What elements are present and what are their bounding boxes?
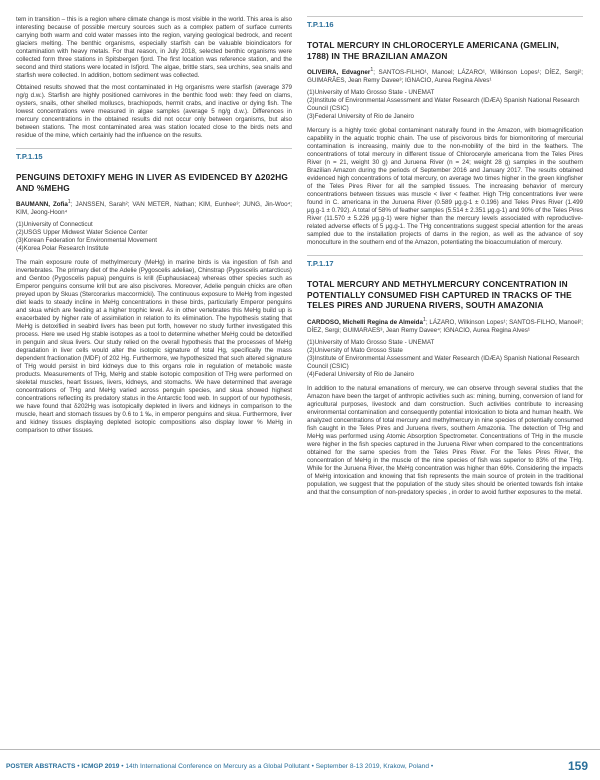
coauthors: ; SANTOS-FILHO¹, Manoel; LÁZARO¹, Wilkinson Lopes¹; DÍEZ, Sergi²; GUIMARÃES, Jean Remy Davee³; IGNACIO, Aurea Regina Alves¹ [307, 69, 583, 85]
page-footer [0, 749, 600, 780]
author-superscript: 1 [422, 316, 426, 323]
affiliations [307, 339, 583, 379]
abstract-body: The main exposure route of methylmercury (MeHg) in marine birds is via ingestion of fish and invertebrates. The primary diet of the Adelie (Pygoscelis adeliae), Chinstrap (Pygoscelis antarcticus) and Gentoo (Pygoscelis papua) penguins is krill (Euphausiacea) whereas other species such as Emperor penguins consume krill but are also piscivores. Moreover, Adelie penguin chicks are often preyed upon by Skuas (Stercorarius maccormicki). The continuous exposure to MeHg from ingested diet leads to steady incline in MeHg concentrations in these birds, particularly Emperor penguins and skua which are feeding at a higher trophic level. As in other vertebrates this MeHg build up is exacerbated by higher rate of assimilation in relation to its elimination. The hypothesis stating that MeHg is detoxified in seabird livers has been put forth, however no study further investigated this process. Here we used Hg stable isotopes as a tool to determine whether MeHg could be detoxified in penguin and skua livers. Our study relied on the overall hypothesis that the processes of MeHg degradation in liver cells would alter the isotopic signature of total Hg, specifically the mass dependent fractionation (MDF) of 202 Hg. Furthermore, we hypothesized that such altered signature of THg would persist in bird kidneys due to this organs role in regulation of metabolic waste products. Measurements of THg, MeHg and stable isotopic composition of THg were performed on skeletal muscles, heart tissues, livers, kidneys, and stomachs. We have determined that average concentrations of THg and MeHg varied across penguin species, and skua showed highest concentrations reflecting its predatory status in the Antarctic food web. In support of our hypothesis, we have found that δ202Hg was isotopically depleted in livers and kidneys in comparison to the muscle, heart and stomach tissues by 0.6 to 1 ‰, in emperor penguins and skua. Furthermore, liver and kidney tissues displaying depleted isotopic compositions also display lower % MeHg in comparison to other tissues. [16, 259, 292, 435]
affiliation: (1)University of Mato Grosso State - UNEMAT [307, 338, 435, 346]
abstract-code: T.P.1.17 [307, 255, 583, 271]
footer-separator: • [77, 763, 80, 770]
affiliation: (3)Institute of Environmental Assessment and Water Research (IDÆA) Spanish National Research Council (CSIC) [307, 354, 580, 370]
affiliations [307, 89, 583, 121]
abstract-title: TOTAL MERCURY IN CHLOROCERYLE AMERICANA (GMELIN, 1788) IN THE BRAZILIAN AMAZON [307, 40, 559, 61]
author-list [307, 66, 583, 85]
abstract-code: T.P.1.16 [307, 16, 583, 32]
affiliation: (4)Federal University of Rio de Janeiro [307, 370, 414, 378]
affiliation: (3)Federal University of Rio de Janeiro [307, 113, 414, 121]
footer-conference-long: 14th International Conference on Mercury as a Global Pollutant [125, 763, 310, 770]
affiliations [16, 221, 292, 253]
intro-paragraph: Obtained results showed that the most contaminated in Hg organisms were starfish (average 379 ng/g d.w.). Starfish are highly positioned carnivores in the benthic food web: they feed on clams, oysters, snails, other shelled molluscs, brachiopods, hermit crabs, and inactive or dying fish. The lowest concentrations were measured in algae samples (average 5 ng/g d.w.). Differences in mercury concentrations in the obtained results did not occur only between organisms, but also between stations. The most contaminated area was station located close to the birds nets and residue of the mine, which certainly had the influence on the results. [16, 84, 292, 139]
abstract-body: In addition to the natural emanations of mercury, we can observe through several studies that the Amazon have been the target of anthropic activities such as: mining, burning, conversion of land for agricultural purposes, livestock and dam construction. Such activities contribute to increasing environmental contamination and consequently potential intoxication to biota and human health. We analyzed concentrations of total mercury and methylmercury in nine species of potentially consumed fish caught in the Teles Pires and Juruena rivers, southern Amazonia. The detection of THg and MeHg was performed using Atomic Absorption Spectrometer. Concentrations of THg in the muscle were higher in the fish species captured in the Juruena River when compared to the concentrations obtained for the same species from the Teles Pires River. For the Teles Pires River, the concentration of MeHg in the muscle of the nine species of fish was superior to 83% of the THg. While for the Juruena River, the MeHg concentration was higher than 69%. Considering the impacts of MeHg intoxication and knowing that fish represents the main source of protein in the traditional population, we suggest that the population of the study sites should be oriented towards fish intake and that the consumption of non-predatory species , in order to avoid further exposures to the metal. [307, 384, 583, 496]
abstract-body: Mercury is a highly toxic global contaminant naturally found in the Amazon, with biomagnification capability in the aquatic trophic chain. The use of piscivorous birds for biomonitoring of mercurial contamination is increasing, mainly due to the non-mobility of the bird in the feathers. The concentrations of total mercury in different tissue of Chloroceryle americana from the Teles Pires River (n = 21, weight 30 g) and Juruena River (n = 24; weight 28 g) samples in the southern Brazilian Amazon during the periods of September 2016 and January 2017. The results obtained evidenced high concentrations of total mercury, on average two times higher in the green kingfisher of the Teles Pires River for all the sampled tissues. The increasing behavior of mercury concentrations between tissues was muscle < liver < feather. High THg concentrations liver were found in C. americana in the Juruena River (0.589 μg.g-1 ± 0.196) and Teles Pires River (1.499 μg.g-1 ± 0.792). A total of 58% of feather samples (5.514 ± 2.351 μg.g-1) and 90% of the Teles Pires River (11.570 ± 5.226 μg.g-1) were higher than the mercury levels associated with reproductive-related adverse effects of 5 μg.g-1. The THg concentrations suggest special attention for the areas sampled due to the installation projects of dams in the region, as well as the advance of soy monoculture in the southern end of the Amazon, potentiating the bioaccumulation of mercury. [307, 127, 583, 247]
footer-separator: • [430, 763, 434, 770]
first-author: CARDOSO, Michelli Regina de Almeida [307, 318, 423, 326]
affiliation: (3)Korean Federation for Environmental Movement [16, 237, 158, 245]
affiliation: (2)Institute of Environmental Assessment and Water Research (IDÆA) Spanish National Research Council (CSIC) [307, 97, 580, 113]
author-superscript: 1 [67, 199, 71, 205]
author-list [16, 198, 292, 217]
author-list [307, 316, 583, 335]
affiliation: (2)USGS Upper Midwest Water Science Center [16, 229, 148, 237]
intro-paragraph: tem in transition – this is a region where climate change is most visible in the world. This area is also interesting because of possible mercury sources such as a complex pattern of surface currents carrying both warm and cold water masses into the region, varying geological bedrock, and recent glaciers melting. The benthic organisms, especially starfish can be valuable bioindicators for contamination with heavy metals. For that reason, in July 2018, selected benthic organisms were collected form three stations in Spitsbergen fjord. The first location was reference station, and the second and third stations were located in Isfjord. The algae, brittle stars, sea urchins, sea snails and starfish were collected. In addition, bottom sediment was collected. [16, 16, 292, 79]
first-author: OLIVEIRA, Edvagner [307, 69, 371, 77]
author-superscript: 1 [370, 67, 374, 73]
footer-line [6, 763, 433, 770]
footer-label: POSTER ABSTRACTS [6, 763, 76, 770]
affiliation: (2)University of Mato Grosso State [307, 346, 403, 354]
coauthors: ; LÁZARO, Wilkinson Lopes¹; SANTOS-FILHO, Manoel²; DÍEZ, Sergi; GUIMARAES³, Jean Remy Davee⁴; IGNACIO, Aurea Regina Alves¹ [307, 318, 583, 334]
footer-dates: September 8-13 2019, Krakow, Poland [315, 763, 430, 770]
page-number: 159 [567, 759, 588, 773]
abstract-code: T.P.1.15 [16, 148, 292, 164]
abstract-title: PENGUINS DETOXIFY MEHG IN LIVER AS EVIDENCED BY Δ202HG AND %MEHG [16, 172, 288, 193]
abstract-title: TOTAL MERCURY AND METHYLMERCURY CONCENTRATION IN POTENTIALLY CONSUMED FISH CAPTURED IN TRACKS OF THE TELES PIRES AND JURUENA RIVERS, SOUTH AMAZONIA [307, 279, 572, 311]
footer-conference-short: ICMGP 2019 [81, 763, 120, 770]
left-column [16, 16, 292, 439]
coauthors: ; JANSSEN, Sarah²; VAN METER, Nathan; KIM, Eunhee³; JUNG, Jin-Woo⁴; KIM, Jeong-Hoon⁴ [16, 201, 292, 217]
footer-separator: • [311, 763, 314, 770]
right-column [307, 16, 583, 501]
affiliation: (1)University of Connecticut [16, 221, 93, 229]
first-author: BAUMANN, Zofia [16, 201, 68, 209]
affiliation: (4)Korea Polar Research Institute [16, 245, 109, 253]
affiliation: (1)University of Mato Grosso State - UNEMAT [307, 89, 435, 97]
footer-separator: • [121, 763, 124, 770]
